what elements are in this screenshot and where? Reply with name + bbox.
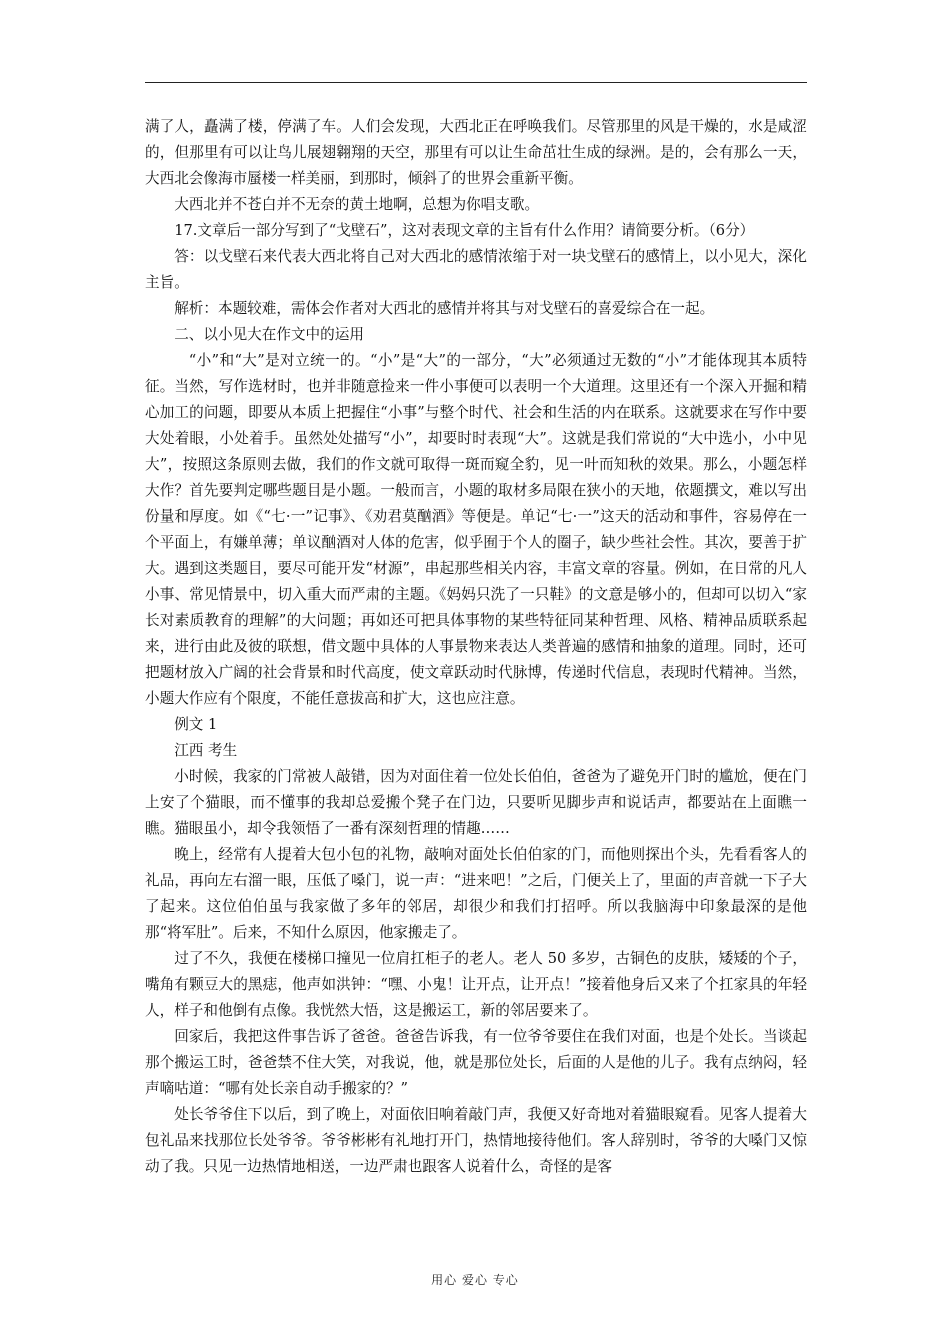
story-paragraph-2: 晚上，经常有人提着大包小包的礼物，敲响对面处长伯伯家的门，而他则探出个头，先看看客人的礼品，再向左右溜一眼，压低了嗓门，说一声：“进来吧！”之后，门便关上了，里面的声音就一下子大了起来。这位伯伯虽与我家做了多年的邻居，却很少和我们打招呼。所以我脑海中印象最深的是他那“将军肚”。后来，不知什么原因，他家搬走了。	[145, 846, 807, 941]
analysis-17: 解析：本题较难，需体会作者对大西北的感情并将其与对戈壁石的喜爱综合在一起。	[174, 300, 715, 317]
header-rule	[145, 82, 807, 83]
story-paragraph-5: 处长爷爷住下以后，到了晚上，对面依旧响着敲门声，我便又好奇地对着猫眼窥看。见客人提着大包礼品来找那位长处爷爷。爷爷彬彬有礼地打开门，热情地接待他们。客人辞别时，爷爷的大嗓门又惊动了我。只见一边热情地相送，一边严肃也跟客人说着什么，奇怪的是客	[145, 1106, 807, 1175]
story-paragraph-3: 过了不久，我便在楼梯口撞见一位肩扛柜子的老人。老人 50 多岁，古铜色的皮肤，矮矮的个子，嘴角有颗豆大的黑痣，他声如洪钟：“嘿、小鬼！让开点，让开点！”接着他身后又来了个扛家具的年轻人，样子和他倒有点像。我恍然大悟，这是搬运工，新的邻居要来了。	[145, 950, 807, 1019]
paragraph-continuation: 满了人，矗满了楼，停满了车。人们会发现，大西北正在呼唤我们。尽管那里的风是干燥的，水是咸涩的，但那里有可以让鸟儿展翅翱翔的天空，那里有可以让生命茁壮生成的绿洲。是的，会有那么一天，大西北会像海市蜃楼一样美丽，到那时，倾斜了的世界会重新平衡。	[145, 118, 807, 187]
answer-17: 答：以戈壁石来代表大西北将自己对大西北的感情浓缩于对一块戈壁石的感情上，以小见大，深化主旨。	[145, 248, 807, 291]
paragraph-song: 大西北并不苍白并不无奈的黄土地啊，总想为你唱支歌。	[174, 196, 540, 213]
page-footer: 用心 爱心 专心	[431, 1273, 519, 1287]
paragraph-theory: “小”和“大”是对立统一的。“小”是“大”的一部分，“大”必须通过无数的“小”才能体现其本质特征。当然，写作选材时，也并非随意捡来一件小事便可以表明一个大道理。这里还有一个深入开掘和精心加工的问题，即要从本质上把握住“小事”与整个时代、社会和生活的内在联系。这就要求在写作中要大处着眼，小处着手。虽然处处描写“小”，却要时时表现“大”。这就是我们常说的“大中选小，小中见大”，按照这条原则去做，我们的作文就可取得一斑而窥全豹，见一叶而知秋的效果。那么，小题怎样大作？首先要判定哪些题目是小题。一般而言，小题的取材多局限在狭小的天地，依题撰文，难以写出份量和厚度。如《“七·一”记事》、《劝君莫酗酒》等便是。单记“七·一”这天的活动和事件，容易停在一个平面上，有嫌单薄；单议酗酒对人体的危害，似乎囿于个人的圈子，缺少些社会性。其次，要善于扩大。遇到这类题目，要尽可能开发“材源”，串起那些相关内容，丰富文章的容量。例如，在日常的凡人小事、常见情景中，切入重大而严肃的主题。《妈妈只洗了一只鞋》的文意是够小的，但却可以切入“家长对素质教育的理解”的大问题；再如还可把具体事物的某些特征同某种哲理、风格、精神品质联系起来，进行由此及彼的联想，借文题中具体的人事景物来表达人类普遍的感情和抽象的道理。同时，还可把题材放入广阔的社会背景和时代高度，使文章跃动时代脉博，传递时代信息，表现时代精神。当然，小题大作应有个限度，不能任意拔高和扩大，这也应注意。	[145, 352, 807, 707]
story-paragraph-1: 小时候，我家的门常被人敲错，因为对面住着一位处长伯伯，爸爸为了避免开门时的尴尬，便在门上安了个猫眼，而不懂事的我却总爱搬个凳子在门边，只要听见脚步声和说话声，都要站在上面瞧一瞧。猫眼虽小，却令我领悟了一番有深刻哲理的情趣……	[145, 768, 807, 837]
example-author: 江西 考生	[174, 742, 238, 759]
section-heading: 二、以小见大在作文中的运用	[174, 326, 364, 343]
question-17: 17.文章后一部分写到了“戈壁石”，这对表现文章的主旨有什么作用？请简要分析。（6分）	[174, 222, 755, 239]
document-body	[145, 114, 807, 1180]
example-title: 例文 1	[174, 716, 218, 733]
story-paragraph-4: 回家后，我把这件事告诉了爸爸。爸爸告诉我，有一位爷爷要住在我们对面，也是个处长。当谈起那个搬运工时，爸爸禁不住大笑，对我说，他，就是那位处长，后面的人是他的儿子。我有点纳闷，轻声嘀咕道：“哪有处长亲自动手搬家的？”	[145, 1028, 807, 1097]
